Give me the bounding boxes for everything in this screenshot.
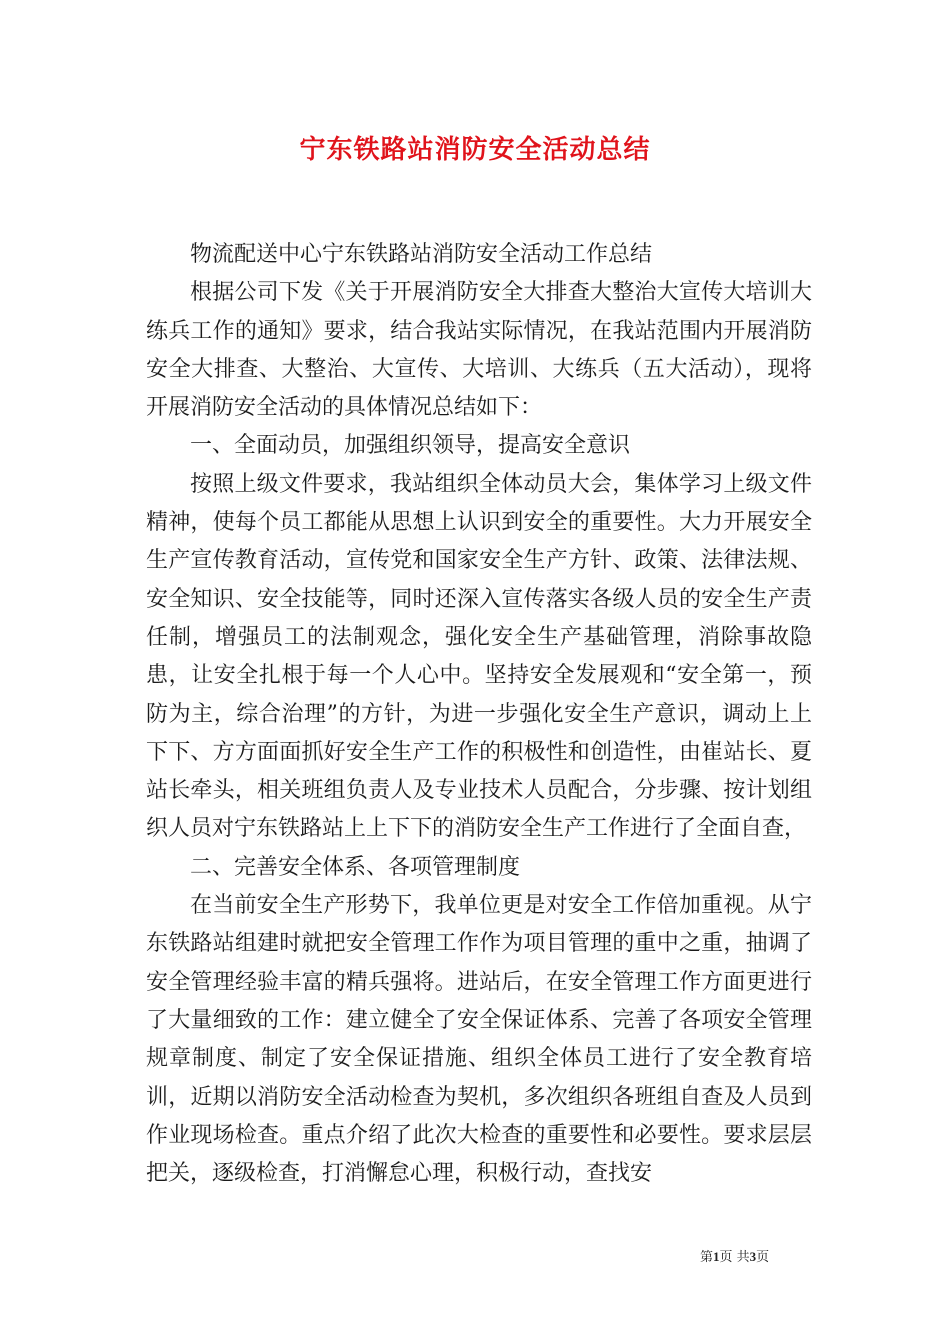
intro-paragraph: 根据公司下发《关于开展消防安全大排查大整治大宣传大培训大练兵工作的通知》要求，结合我站实际情况，在我站范围内开展消防安全大排查、大整治、大宣传、大培训、大练兵（五大活动），现将开展消防安全活动的具体情况总结如下： [146,280,812,421]
footer-prefix: 第 [700,1250,714,1265]
footer-current-page: 1 [713,1249,720,1264]
footer-suffix: 页 [756,1250,770,1265]
document-body [146,236,812,1193]
footer-middle: 页 共 [719,1250,750,1265]
section-heading-2: 二、完善安全体系、各项管理制度 [190,854,521,880]
footer-total-pages: 3 [749,1249,757,1264]
document-title: 宁东铁路站消防安全活动总结 [299,135,651,165]
section-2-paragraph: 在当前安全生产形势下，我单位更是对安全工作倍加重视。从宁东铁路站组建时就把安全管理工作作为项目管理的重中之重，抽调了安全管理经验丰富的精兵强将。进站后，在安全管理工作方面更进行了大量细致的工作：建立健全了安全保证体系、完善了各项安全管理规章制度、制定了安全保证措施、组织全体员工进行了安全教育培训，近期以消防安全活动检查为契机，多次组织各班组自查及人员到作业现场检查。重点介绍了此次大检查的重要性和必要性。要求层层把关，逐级检查，打消懈怠心理，积极行动，查找安 [146,893,812,1187]
page-number-footer [700,1247,810,1268]
subtitle-paragraph: 物流配送中心宁东铁路站消防安全活动工作总结 [190,242,653,267]
section-1-paragraph: 按照上级文件要求，我站组织全体动员大会，集体学习上级文件精神，使每个员工都能从思想上认识到安全的重要性。大力开展安全生产宣传教育活动，宣传党和国家安全生产方针、政策、法律法规、安全知识、安全技能等，同时还深入宣传落实各级人员的安全生产责任制，增强员工的法制观念，强化安全生产基础管理，消除事故隐患，让安全扎根于每一个人心中。坚持安全发展观和“安全第一，预防为主，综合治理”的方针，为进一步强化安全生产意识，调动上上下下、方方面面抓好安全生产工作的积极性和创造性，由崔站长、夏站长牵头，相关班组负责人及专业技术人员配合，分步骤、按计划组织人员对宁东铁路站上上下下的消防安全生产工作进行了全面自查， [146,471,812,842]
section-heading-1: 一、全面动员，加强组织领导，提高安全意识 [190,433,631,459]
